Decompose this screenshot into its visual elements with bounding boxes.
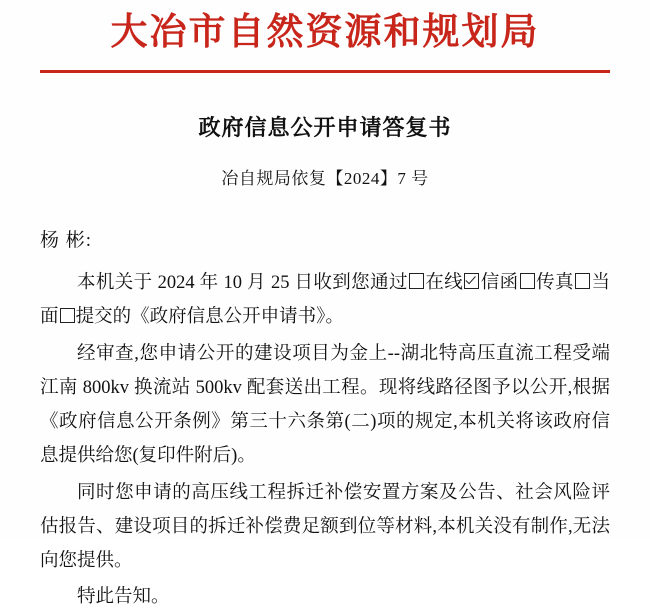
checkbox-icon[interactable] bbox=[575, 273, 590, 288]
letterhead bbox=[40, 0, 610, 73]
checkbox-icon[interactable] bbox=[409, 273, 424, 288]
document-number: 冶自规局依复【2024】7 号 bbox=[221, 169, 429, 189]
paragraph-text: 特此告知。 bbox=[77, 587, 170, 608]
document-title: 政府信息公开申请答复书 bbox=[198, 115, 452, 141]
paragraph bbox=[40, 476, 610, 579]
paragraph-text: 信函 bbox=[480, 273, 519, 294]
paragraph-text: 在线 bbox=[425, 273, 464, 294]
paragraph bbox=[40, 580, 610, 614]
checkbox-checked-icon[interactable] bbox=[464, 273, 479, 288]
document-body bbox=[40, 266, 610, 614]
paragraph bbox=[40, 337, 610, 474]
checkbox-icon[interactable] bbox=[60, 308, 75, 323]
paragraph-text: 提交的《政府信息公开申请书》。 bbox=[75, 307, 344, 328]
agency-name: 大冶市自然资源和规划局 bbox=[110, 12, 540, 53]
paragraph-text: 经审查,您申请公开的建设项目为金上--湖北特高压直流工程受端江南 800kv 换流站 500kv 配套送出工程。现将线路径图予以公开,根据《政府信息公开条例》第三十六条第(二)项的规定,本机关将该政府信息提供给您(复印件附后)。 bbox=[40, 343, 610, 467]
checkbox-icon[interactable] bbox=[520, 273, 535, 288]
paragraph-text: 当面 bbox=[40, 273, 610, 328]
recipient-line: 杨 彬: bbox=[40, 230, 93, 252]
paragraph-text: 本机关于 2024 年 10 月 25 日收到您通过 bbox=[77, 273, 408, 294]
paragraph bbox=[40, 266, 610, 334]
letterhead-divider bbox=[40, 70, 610, 73]
paragraph-text: 同时您申请的高压线工程拆迁补偿安置方案及公告、社会风险评估报告、建设项目的拆迁补偿费足额到位等材料,本机关没有制作,无法向您提供。 bbox=[40, 482, 610, 571]
paragraph-text: 传真 bbox=[535, 273, 574, 294]
